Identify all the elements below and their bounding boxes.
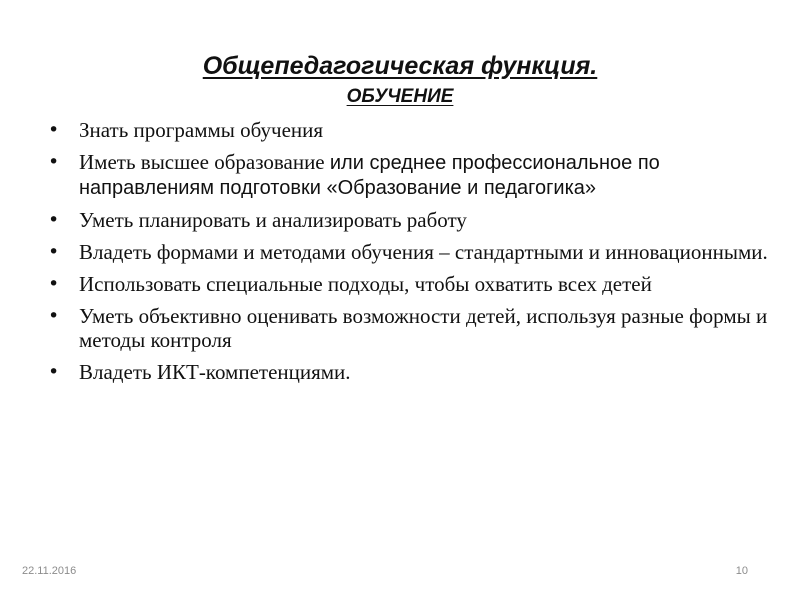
title-subtitle: ОБУЧЕНИЕ (346, 86, 454, 107)
bullet-item (48, 240, 768, 264)
bullet-text: Уметь планировать и анализировать работу (79, 208, 467, 232)
bullet-icon: • (48, 305, 60, 327)
title-main: Общепедагогическая функция. (202, 52, 598, 80)
bullet-list (48, 118, 768, 392)
bullet-icon: • (48, 209, 60, 231)
bullet-text: Использовать специальные подходы, чтобы охватить всех детей (79, 272, 652, 296)
bullet-item (48, 118, 768, 142)
bullet-text: Владеть формами и методами обучения – стандартными и инновационными. (79, 240, 768, 264)
bullet-icon: • (48, 151, 60, 173)
bullet-icon: • (48, 119, 60, 141)
bullet-icon: • (48, 273, 60, 295)
bullet-item (48, 208, 768, 232)
bullet-text: Уметь объективно оценивать возможности детей, используя разные формы и методы контроля (79, 304, 768, 352)
bullet-item (48, 150, 768, 200)
bullet-text: Знать программы обучения (79, 118, 324, 142)
bullet-text: Иметь высшее образование (79, 150, 330, 174)
bullet-item (48, 360, 768, 384)
slide-number: 10 (735, 565, 748, 577)
bullet-text-sans: или среднее профессиональное по направлениям подготовки «Образование и педагогика» (79, 152, 660, 199)
slide-title (0, 50, 800, 110)
bullet-item (48, 304, 768, 352)
bullet-text: Владеть ИКТ-компетенциями. (79, 360, 351, 384)
bullet-icon: • (48, 241, 60, 263)
bullet-icon: • (48, 361, 60, 383)
footer-date: 22.11.2016 (22, 565, 77, 577)
bullet-item (48, 272, 768, 296)
